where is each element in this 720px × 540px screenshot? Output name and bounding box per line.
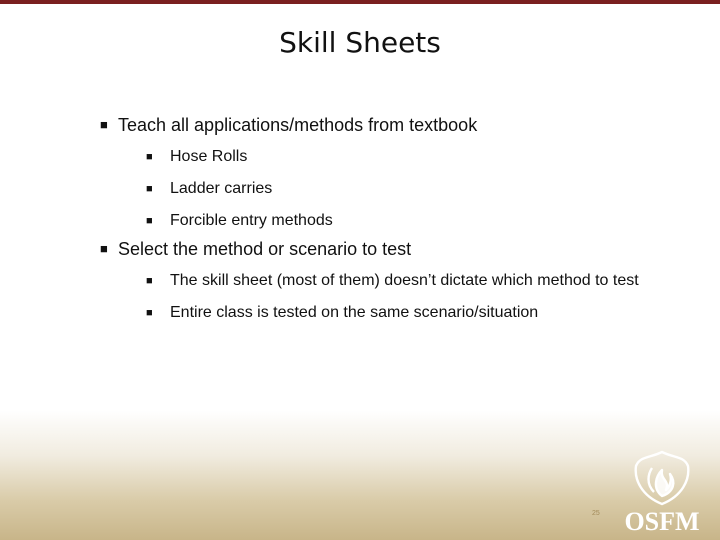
sub-bullet-item <box>118 146 680 168</box>
flame-shield-icon <box>636 452 689 504</box>
bullet-marker-icon: ■ <box>100 117 108 132</box>
sub-bullet-text: Ladder carries <box>170 180 273 197</box>
sub-bullet-item <box>118 270 680 292</box>
bullet-text: Teach all applications/methods from textbook <box>118 115 478 135</box>
bullet-marker-icon: ■ <box>146 183 153 195</box>
sub-bullet-item <box>118 210 680 232</box>
top-accent-rule <box>0 0 720 4</box>
osfm-logo <box>612 446 712 536</box>
bullet-list <box>100 114 680 324</box>
sub-bullet-text: The skill sheet (most of them) doesn’t dictate which method to test <box>170 272 639 289</box>
bullet-marker-icon: ■ <box>146 215 153 227</box>
bullet-item <box>100 114 680 232</box>
sub-bullet-item <box>118 302 680 324</box>
sub-bullet-item <box>118 178 680 200</box>
sub-bullet-list <box>118 146 680 232</box>
sub-bullet-text: Hose Rolls <box>170 148 248 165</box>
slide-title: Skill Sheets <box>279 26 441 59</box>
bullet-marker-icon: ■ <box>146 307 153 319</box>
sub-bullet-text: Entire class is tested on the same scenario/situation <box>170 304 539 321</box>
bullet-item <box>100 238 680 324</box>
sub-bullet-list <box>118 270 680 324</box>
logo-text: OSFM <box>624 507 700 536</box>
page-number: 25 <box>592 510 600 517</box>
bullet-text: Select the method or scenario to test <box>118 239 412 259</box>
sub-bullet-text: Forcible entry methods <box>170 212 333 229</box>
bullet-marker-icon: ■ <box>100 241 108 256</box>
bullet-marker-icon: ■ <box>146 151 153 163</box>
bullet-marker-icon: ■ <box>146 275 153 287</box>
